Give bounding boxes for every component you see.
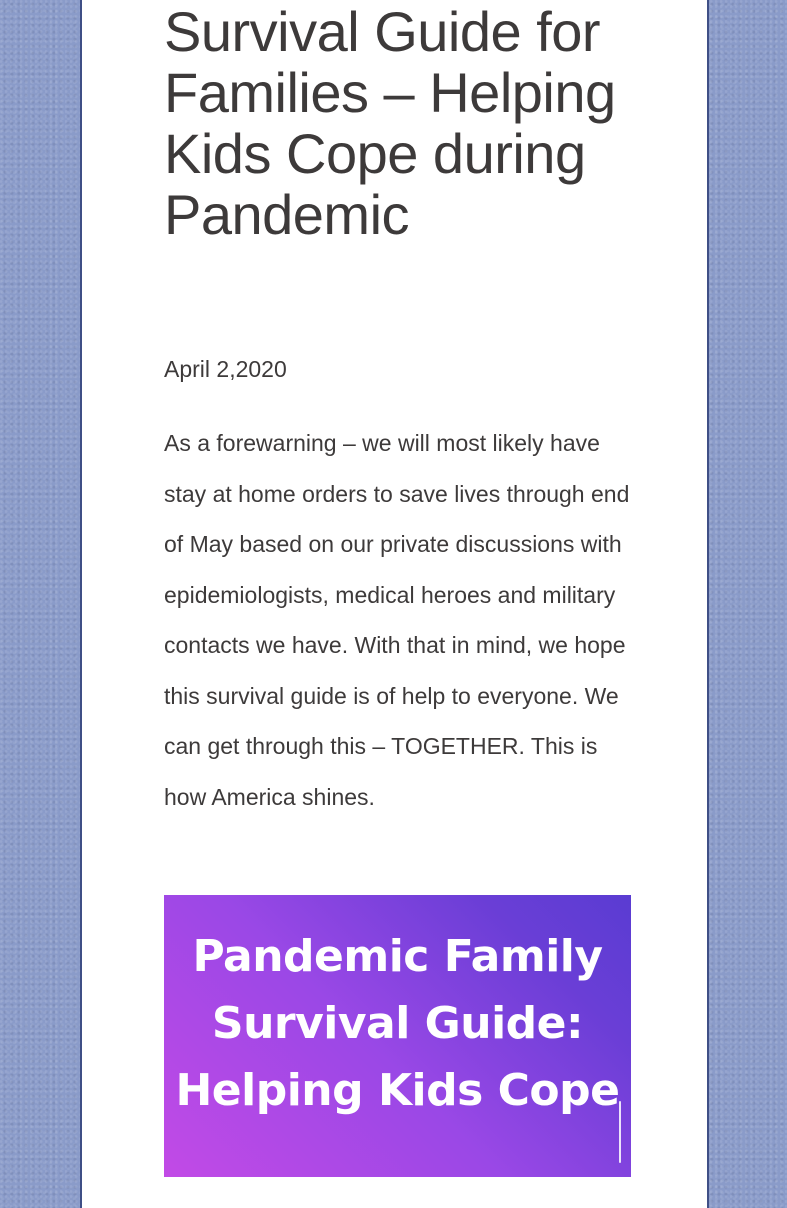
article-date: April 2,2020 bbox=[164, 356, 287, 382]
article-title: Survival Guide for Families – Helping Kids Cope during Pandemic bbox=[164, 0, 616, 246]
article-body: As a forewarning – we will most likely have stay at home orders to save lives through end of May based on our private discussions with epidemiologists, medical heroes and military contacts we have. With that in mind, we hope this survival guide is of help to everyone. We can get through this – TOGETHER. This is how America shines. bbox=[164, 430, 630, 810]
banner-image[interactable] bbox=[164, 895, 631, 1177]
scroll-indicator bbox=[619, 1101, 621, 1163]
article-page bbox=[80, 0, 709, 1208]
banner-title: Pandemic Family Survival Guide: Helping Kids Cope bbox=[175, 931, 620, 1116]
